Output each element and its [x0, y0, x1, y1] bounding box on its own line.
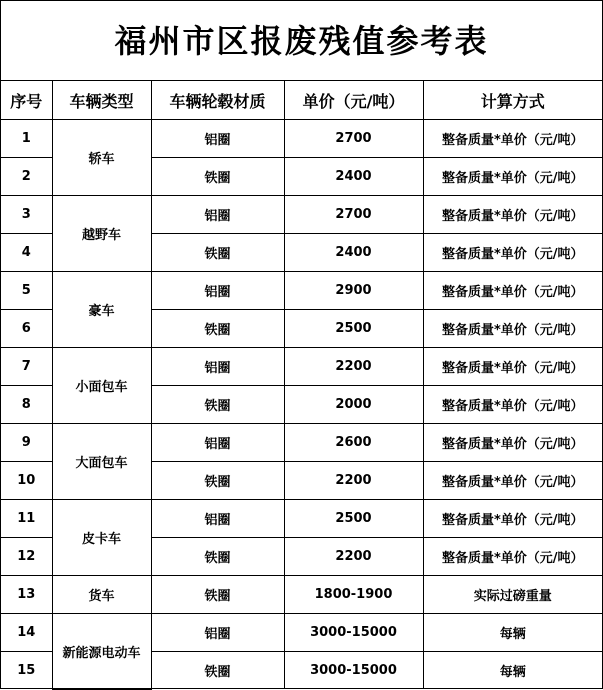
wheel-material-cell: 铝圈 [151, 196, 284, 234]
wheel-material-cell: 铝圈 [151, 614, 284, 652]
calc-method-cell: 整备质量*单价（元/吨） [423, 462, 602, 500]
table-row [1, 424, 602, 462]
table-row [1, 500, 602, 538]
residual-value-table [1, 81, 602, 690]
unit-price-cell: 2400 [284, 234, 423, 272]
row-no: 11 [1, 500, 52, 538]
table-row [1, 120, 602, 158]
row-no: 3 [1, 196, 52, 234]
unit-price-cell: 2900 [284, 272, 423, 310]
row-no: 10 [1, 462, 52, 500]
unit-price-cell: 2200 [284, 538, 423, 576]
wheel-material-cell: 铁圈 [151, 386, 284, 424]
table-row [1, 614, 602, 652]
calc-method-cell: 整备质量*单价（元/吨） [423, 538, 602, 576]
unit-price-cell: 1800-1900 [284, 576, 423, 614]
row-no: 1 [1, 120, 52, 158]
calc-method-cell: 每辆 [423, 614, 602, 652]
wheel-material-cell: 铁圈 [151, 652, 284, 690]
vehicle-type-cell: 皮卡车 [52, 500, 151, 576]
row-no: 4 [1, 234, 52, 272]
vehicle-type-cell: 新能源电动车 [52, 614, 151, 690]
wheel-material-cell: 铁圈 [151, 576, 284, 614]
vehicle-type-cell: 大面包车 [52, 424, 151, 500]
wheel-material-cell: 铁圈 [151, 234, 284, 272]
calc-method-cell: 整备质量*单价（元/吨） [423, 424, 602, 462]
unit-price-cell: 2500 [284, 500, 423, 538]
row-no: 9 [1, 424, 52, 462]
calc-method-cell: 整备质量*单价（元/吨） [423, 310, 602, 348]
unit-price-cell: 2700 [284, 120, 423, 158]
unit-price-cell: 2400 [284, 158, 423, 196]
calc-method-cell: 整备质量*单价（元/吨） [423, 348, 602, 386]
header-unit-price: 单价（元/吨） [284, 81, 423, 120]
table-row [1, 196, 602, 234]
unit-price-cell: 2000 [284, 386, 423, 424]
calc-method-cell: 整备质量*单价（元/吨） [423, 386, 602, 424]
calc-method-cell: 每辆 [423, 652, 602, 690]
calc-method-cell: 整备质量*单价（元/吨） [423, 120, 602, 158]
header-wheel-material: 车辆轮毂材质 [151, 81, 284, 120]
wheel-material-cell: 铝圈 [151, 348, 284, 386]
calc-method-cell: 整备质量*单价（元/吨） [423, 272, 602, 310]
unit-price-cell: 2200 [284, 348, 423, 386]
row-no: 8 [1, 386, 52, 424]
table-row [1, 348, 602, 386]
vehicle-type-cell: 豪车 [52, 272, 151, 348]
row-no: 15 [1, 652, 52, 690]
wheel-material-cell: 铁圈 [151, 538, 284, 576]
wheel-material-cell: 铁圈 [151, 158, 284, 196]
row-no: 14 [1, 614, 52, 652]
header-no: 序号 [1, 81, 52, 120]
calc-method-cell: 整备质量*单价（元/吨） [423, 158, 602, 196]
unit-price-cell: 2200 [284, 462, 423, 500]
wheel-material-cell: 铝圈 [151, 500, 284, 538]
row-no: 12 [1, 538, 52, 576]
vehicle-type-cell: 货车 [52, 576, 151, 614]
table-row [1, 576, 602, 614]
unit-price-cell: 2700 [284, 196, 423, 234]
vehicle-type-cell: 轿车 [52, 120, 151, 196]
row-no: 7 [1, 348, 52, 386]
row-no: 6 [1, 310, 52, 348]
unit-price-cell: 2500 [284, 310, 423, 348]
calc-method-cell: 整备质量*单价（元/吨） [423, 196, 602, 234]
calc-method-cell: 整备质量*单价（元/吨） [423, 500, 602, 538]
calc-method-cell: 整备质量*单价（元/吨） [423, 234, 602, 272]
unit-price-cell: 3000-15000 [284, 614, 423, 652]
header-vehicle-type: 车辆类型 [52, 81, 151, 120]
row-no: 5 [1, 272, 52, 310]
wheel-material-cell: 铁圈 [151, 462, 284, 500]
table-row [1, 272, 602, 310]
row-no: 2 [1, 158, 52, 196]
wheel-material-cell: 铝圈 [151, 424, 284, 462]
wheel-material-cell: 铝圈 [151, 120, 284, 158]
row-no: 13 [1, 576, 52, 614]
page-title: 福州市区报废残值参考表 [1, 1, 602, 81]
vehicle-type-cell: 小面包车 [52, 348, 151, 424]
calc-method-cell: 实际过磅重量 [423, 576, 602, 614]
header-calc-method: 计算方式 [423, 81, 602, 120]
unit-price-cell: 3000-15000 [284, 652, 423, 690]
wheel-material-cell: 铁圈 [151, 310, 284, 348]
table-header-row [1, 81, 602, 120]
vehicle-type-cell: 越野车 [52, 196, 151, 272]
unit-price-cell: 2600 [284, 424, 423, 462]
wheel-material-cell: 铝圈 [151, 272, 284, 310]
